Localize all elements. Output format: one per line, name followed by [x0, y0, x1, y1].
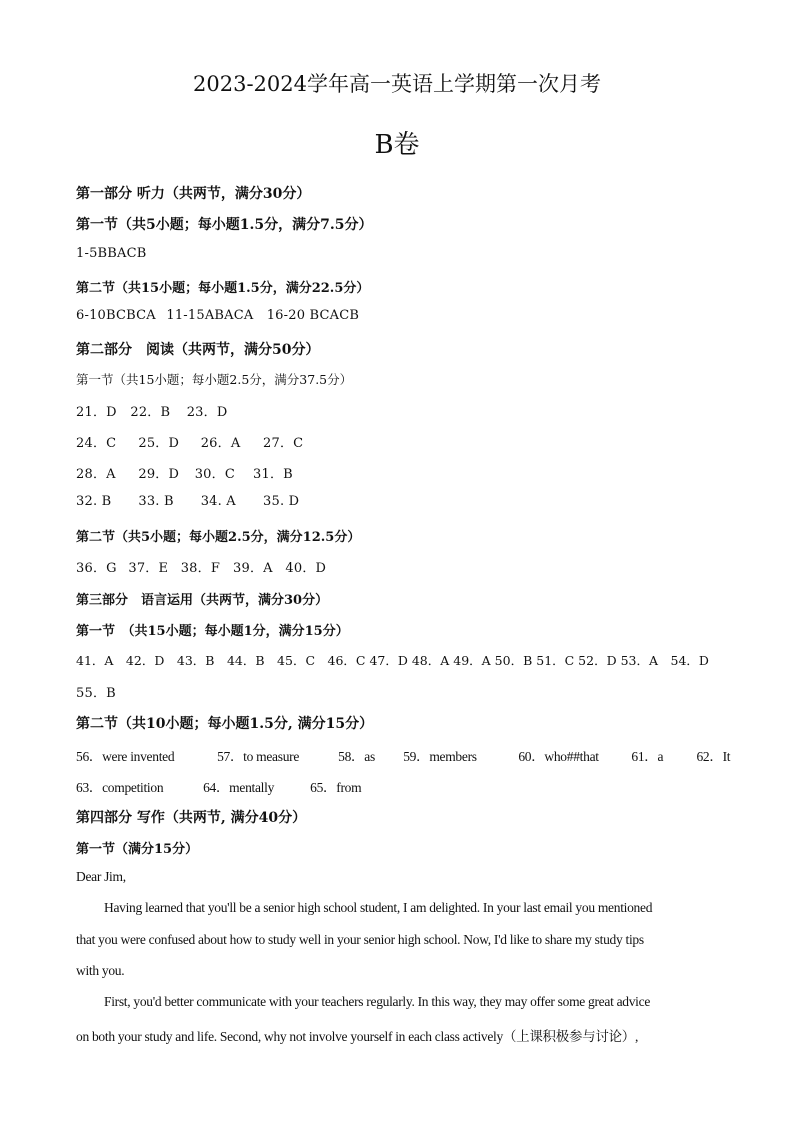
letter-paragraph-line: with you.	[76, 963, 125, 978]
part4-section1-heading: 第一节（满分15分）	[76, 842, 199, 857]
part3-section1-answers-line2: 55．B	[76, 686, 116, 701]
answer-item: 24．C	[76, 436, 117, 451]
answer-item: 63．competition	[76, 780, 164, 795]
answer-item: 62．It	[696, 749, 731, 764]
answer-item: 25．D	[138, 436, 180, 451]
document-title: 2023-2024学年高一英语上学期第一次月考	[193, 72, 601, 96]
part1-section2-heading: 第二节（共15小题；每小题1.5分，满分22.5分）	[76, 281, 370, 296]
answer-item: 26．A	[200, 436, 241, 451]
part2-section2-heading: 第二节（共5小题；每小题2.5分，满分12.5分）	[76, 530, 361, 545]
letter-paragraph-line: on both your study and life. Second, why not involve yourself in each class actively（上课积极参与讨论）,	[76, 1029, 639, 1044]
answer-item: 35. D	[263, 494, 300, 509]
answer-item: 37．E	[128, 561, 169, 576]
answer-item: 59．members	[403, 749, 477, 764]
part3-section2-answers-line2	[76, 776, 361, 796]
part1-section2-answers	[76, 308, 359, 323]
letter-paragraph-line: Having learned that you'll be a senior high school student, I am delighted. In your last email you mentioned	[104, 900, 653, 915]
answer-item: 60．who##that	[518, 749, 599, 764]
answer-item: 64．mentally	[203, 780, 275, 795]
answer-item: 30．C	[194, 467, 235, 482]
part2-section1-heading: 第一节（共15小题；每小题2.5分，满分37.5分）	[76, 372, 353, 387]
answer-item: 33. B	[138, 494, 174, 509]
letter-greeting: Dear Jim,	[76, 869, 126, 884]
part3-section1-answers-line1: 41．A 42．D 43．B 44．B 45．C 46．C 47．D 48．A 49．A 50．B 51．C 52．D 53．A 54．D	[76, 653, 709, 668]
part3-section1-heading: 第一节 （共15小题；每小题1分，满分15分）	[76, 624, 349, 639]
answer-item: 36．G	[76, 561, 117, 576]
part3-heading: 第三部分 语言运用（共两节，满分30分）	[76, 593, 329, 608]
answer-item: 38．F	[180, 561, 221, 576]
part1-section1-answers: 1-5BBACB	[76, 246, 147, 261]
answer-item: 57．to measure	[217, 749, 300, 764]
answer-item: 61．a	[631, 749, 664, 764]
answer-row	[76, 463, 293, 482]
answer-row	[76, 432, 303, 451]
answer-item: 27．C	[263, 436, 304, 451]
answer-item: 65．from	[310, 780, 362, 795]
answer-item: 34. A	[200, 494, 236, 509]
answer-item: 56．were invented	[76, 749, 175, 764]
answer-item: 40．D	[285, 561, 327, 576]
answer-item: 58．as	[338, 749, 375, 764]
part4-heading: 第四部分 写作（共两节, 满分40分）	[76, 810, 307, 826]
letter-paragraph-line: that you were confused about how to study well in your senior high school. Now, I'd like to share my study tips	[76, 932, 644, 947]
answer-item: 32. B	[76, 494, 112, 509]
part2-heading: 第二部分 阅读（共两节，满分50分）	[76, 342, 320, 358]
answer-item: 29．D	[138, 467, 180, 482]
part1-heading: 第一部分 听力（共两节，满分30分）	[76, 186, 311, 202]
answer-group: 6-10BCBCA	[76, 308, 156, 323]
answer-item: 39．A	[233, 561, 273, 576]
answer-item: 28．A	[76, 467, 116, 482]
answer-item: 23．D	[186, 405, 228, 420]
answer-item: 31．B	[253, 467, 293, 482]
answer-row	[76, 494, 299, 509]
part3-section2-answers-line1	[76, 745, 730, 765]
letter-paragraph-line: First, you'd better communicate with your teachers regularly. In this way, they may offer some great advice	[104, 994, 651, 1009]
answer-item: 21．D	[76, 405, 117, 420]
part3-section2-heading: 第二节（共10小题；每小题1.5分, 满分15分）	[76, 716, 374, 732]
answer-item: 22．B	[130, 405, 171, 420]
document-subtitle: B卷	[374, 130, 420, 160]
answer-group: 16-20 BCACB	[266, 308, 360, 323]
answer-row	[76, 557, 326, 576]
answer-group: 11-15ABACA	[166, 308, 254, 323]
answer-row	[76, 401, 227, 420]
part1-section1-heading: 第一节（共5小题；每小题1.5分，满分7.5分）	[76, 217, 373, 233]
